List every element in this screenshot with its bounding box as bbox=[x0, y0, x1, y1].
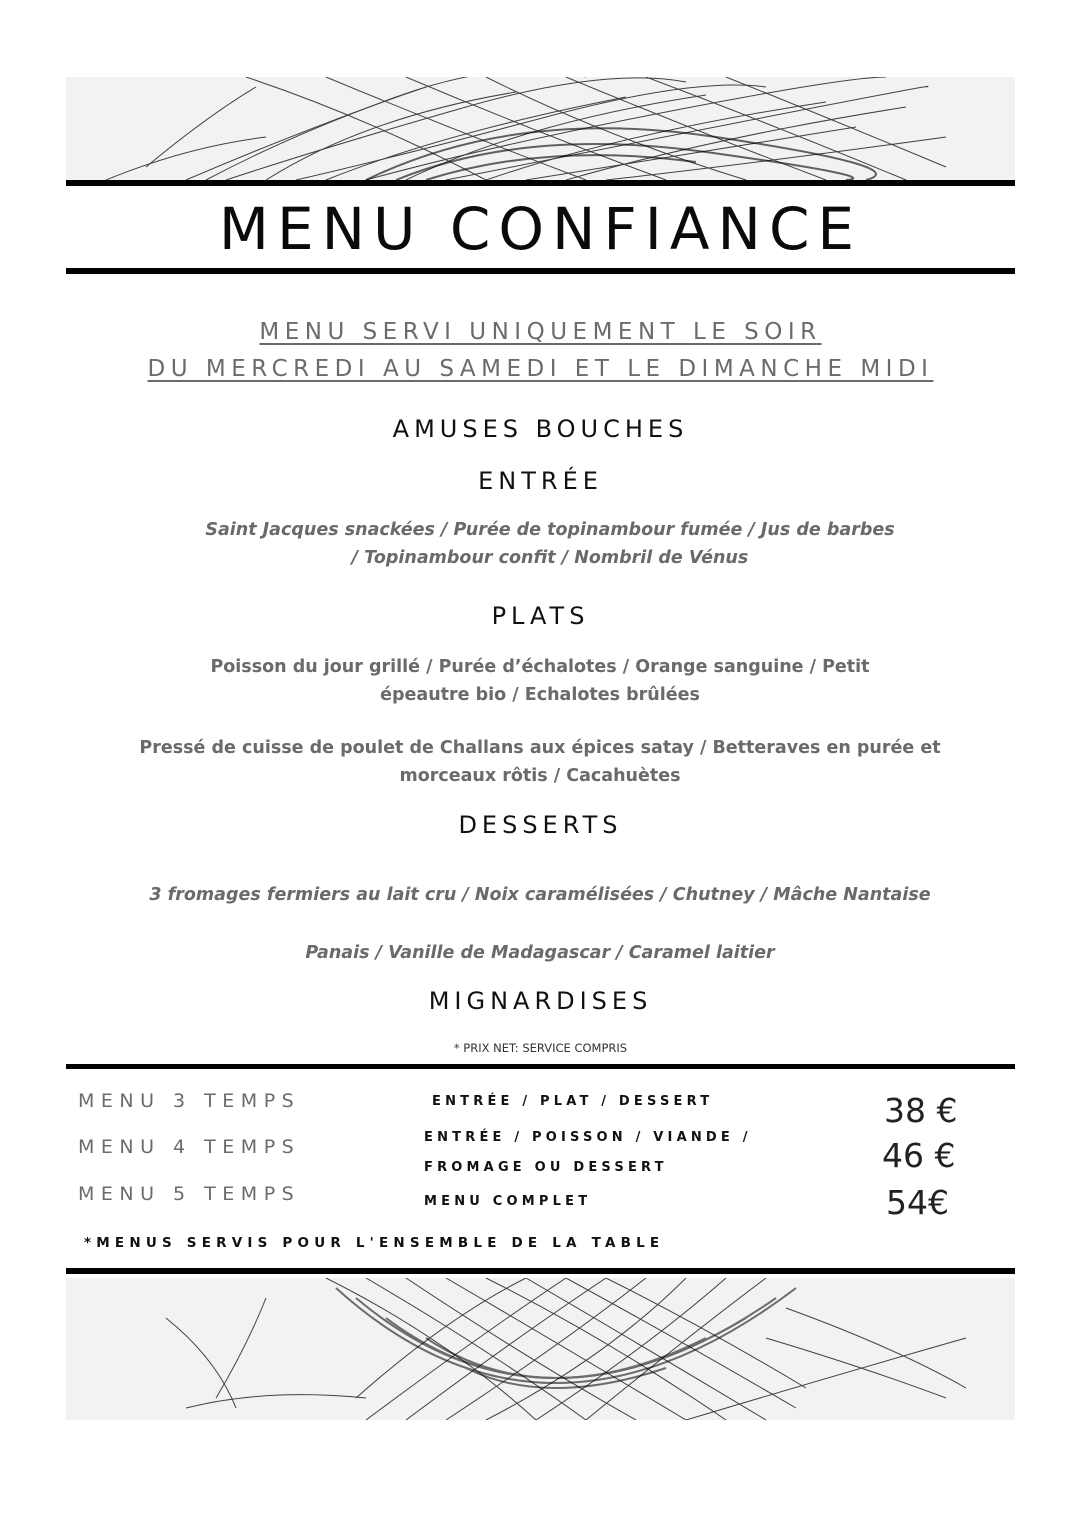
dish-plat-2: Pressé de cuisse de poulet de Challans aux épices satay / Betteraves en purée et morceaux rôtis / Cacahuètes bbox=[139, 738, 941, 786]
menu-4-temps-description-line-2: FROMAGE OU DESSERT bbox=[424, 1160, 668, 1175]
menu-5-temps-price: 54€ bbox=[886, 1183, 949, 1222]
menu-4-temps-name: MENU 4 TEMPS bbox=[78, 1136, 301, 1158]
menu-5-temps-description: MENU COMPLET bbox=[424, 1194, 592, 1209]
bottom-nest-illustration bbox=[66, 1278, 1015, 1420]
page-title: MENU CONFIANCE bbox=[218, 195, 863, 263]
section-mignardises: MIGNARDISES bbox=[428, 987, 653, 1015]
section-desserts: DESSERTS bbox=[458, 811, 623, 839]
menus-top-rule bbox=[66, 1064, 1015, 1069]
section-amuses-bouches: AMUSES BOUCHES bbox=[392, 415, 689, 443]
table-footnote: *MENUS SERVIS POUR L'ENSEMBLE DE LA TABLE bbox=[84, 1235, 665, 1251]
dish-dessert-1: 3 fromages fermiers au lait cru / Noix caramélisées / Chutney / Mâche Nantaise bbox=[149, 885, 931, 905]
service-hours-line-2: DU MERCREDI AU SAMEDI ET LE DIMANCHE MIDI bbox=[147, 356, 934, 382]
menu-5-temps-name: MENU 5 TEMPS bbox=[78, 1183, 301, 1205]
service-hours-line-1: MENU SERVI UNIQUEMENT LE SOIR bbox=[259, 319, 822, 345]
section-entree: ENTRÉE bbox=[478, 467, 603, 495]
dish-plat-1: Poisson du jour grillé / Purée d’échalotes / Orange sanguine / Petit épeautre bio / Echalotes brûlées bbox=[210, 657, 870, 705]
menus-bottom-rule bbox=[66, 1268, 1015, 1274]
menu-3-temps-description: ENTRÉE / PLAT / DESSERT bbox=[432, 1094, 714, 1109]
dish-entree-1: Saint Jacques snackées / Purée de topinambour fumée / Jus de barbes / Topinambour confit / Nombril de Vénus bbox=[205, 520, 895, 568]
menu-4-temps-price: 46 € bbox=[882, 1136, 956, 1175]
price-note: * PRIX NET: SERVICE COMPRIS bbox=[453, 1041, 628, 1055]
menu-3-temps-name: MENU 3 TEMPS bbox=[78, 1090, 301, 1112]
menu-3-temps-price: 38 € bbox=[884, 1091, 958, 1130]
title-bottom-rule bbox=[66, 268, 1015, 274]
dish-dessert-2: Panais / Vanille de Madagascar / Caramel laitier bbox=[305, 943, 775, 963]
title-top-rule bbox=[66, 180, 1015, 186]
section-plats: PLATS bbox=[491, 602, 590, 630]
top-nest-illustration bbox=[66, 77, 1015, 180]
menu-4-temps-description-line-1: ENTRÉE / POISSON / VIANDE / bbox=[424, 1130, 752, 1145]
